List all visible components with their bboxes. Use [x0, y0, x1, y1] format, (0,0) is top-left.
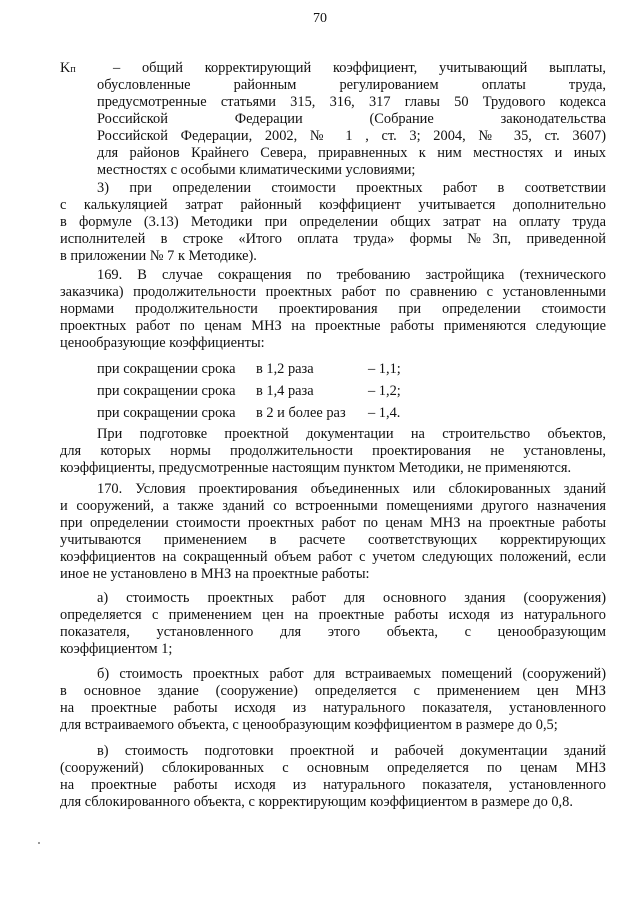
item3-line: 3) при определении стоимости проектных работ в соответствии	[97, 180, 606, 196]
para170-line: учитываются применением в расчете соответствующих корректирующих	[60, 532, 606, 548]
coefficient-reduction: в 1,2 раза	[256, 361, 314, 377]
coefficient-value: – 1,1;	[368, 361, 401, 377]
item3-line: в приложении № 7 к Методике).	[60, 248, 257, 264]
page-number: 70	[313, 11, 327, 26]
k-term-symbol	[60, 60, 76, 77]
k-definition-line: для районов Крайнего Севера, приравненных к ним местностях и иных	[97, 145, 606, 161]
k-term-subscript: п	[70, 64, 76, 75]
para169-line: 169. В случае сокращения по требованию застройщика (технического	[97, 267, 606, 283]
coefficient-reduction: в 2 и более раз	[256, 405, 346, 421]
scan-artifact	[38, 842, 40, 844]
coefficient-label: при сокращении срока	[97, 405, 236, 421]
item-b-line: для встраиваемого объекта, с ценообразующим коэффициентом в размере до 0,5;	[60, 717, 558, 733]
coefficient-label: при сокращении срока	[97, 383, 236, 399]
item-b-line: б) стоимость проектных работ для встраиваемых помещений (сооружений)	[97, 666, 606, 682]
para169-line: нормами продолжительности проектирования при определении стоимости	[60, 301, 606, 317]
k-definition-line: местностях с особыми климатическими условиями;	[97, 162, 416, 178]
coefficient-label: при сокращении срока	[97, 361, 236, 377]
k-definition-line: обусловленные районным регулированием оплаты труда,	[97, 77, 606, 93]
k-definition-line: – общий корректирующий коэффициент, учитывающий выплаты,	[113, 60, 606, 76]
item3-line: в формуле (3.13) Методики при определении общих затрат на оплату труда	[60, 214, 606, 230]
coefficient-value: – 1,4.	[368, 405, 401, 421]
item-a-line: определяется с применением цен на проектные работы исходя из натурального	[60, 607, 606, 623]
coefficient-reduction: в 1,4 раза	[256, 383, 314, 399]
para-prep-line: коэффициенты, предусмотренные настоящим пунктом Методики, не применяются.	[60, 460, 572, 476]
para169-line: заказчика) продолжительности проектных работ по сравнению с установленными	[60, 284, 606, 300]
k-definition-line: Российской Федерации, 2002, № 1 , ст. 3; 2004, № 35, ст. 3607)	[97, 128, 606, 144]
item-b-line: в основное здание (сооружение) определяется с применением цен МНЗ	[60, 683, 606, 699]
item-a-line: коэффициентом 1;	[60, 641, 173, 657]
item-v-line: на проектные работы исходя из натурального показателя, установленного	[60, 777, 606, 793]
para170-line: при определении стоимости проектных работ по ценам МНЗ на проектные работы	[60, 515, 606, 531]
para170-line: иное не установлено в МНЗ на проектные работы:	[60, 566, 370, 582]
item-v-line: в) стоимость подготовки проектной и рабочей документации зданий	[97, 743, 606, 759]
para170-line: коэффициентов на сокращенный объем работ с учетом следующих положений, если	[60, 549, 606, 565]
item3-line: исполнителей в строке «Итого оплата труда» формы №3п, приведенной	[60, 231, 606, 247]
k-definition-line: Российской Федерации (Собрание законодательства	[97, 111, 606, 127]
para-prep-line: При подготовке проектной документации на строительство объектов,	[97, 426, 606, 442]
coefficient-value: – 1,2;	[368, 383, 401, 399]
para169-line: ценообразующие коэффициенты:	[60, 335, 265, 351]
item-v-line: для сблокированного объекта, с корректирующим коэффициентом в размере до 0,8.	[60, 794, 573, 810]
k-definition-line: предусмотренные статьями 315, 316, 317 главы 50 Трудового кодекса	[97, 94, 606, 110]
item-a-line: а) стоимость проектных работ для основного здания (сооружения)	[97, 590, 606, 606]
para-prep-line: для которых нормы продолжительности проектирования не установлены,	[60, 443, 606, 459]
item3-line: с калькуляцией затрат районный коэффициент учитывается дополнительно	[60, 197, 606, 213]
para169-line: проектных работ по ценам МНЗ на проектные работы применяются следующие	[60, 318, 606, 334]
item-v-line: (сооружений) сблокированных с основным определяется по ценам МНЗ	[60, 760, 606, 776]
para170-line: 170. Условия проектирования объединенных или сблокированных зданий	[97, 481, 606, 497]
para170-line: и сооружений, а также зданий со встроенными помещениями другого назначения	[60, 498, 606, 514]
k-term-letter: K	[60, 60, 71, 76]
item-a-line: показателя, установленного для этого объекта, с ценообразующим	[60, 624, 606, 640]
item-b-line: на проектные работы исходя из натурального показателя, установленного	[60, 700, 606, 716]
